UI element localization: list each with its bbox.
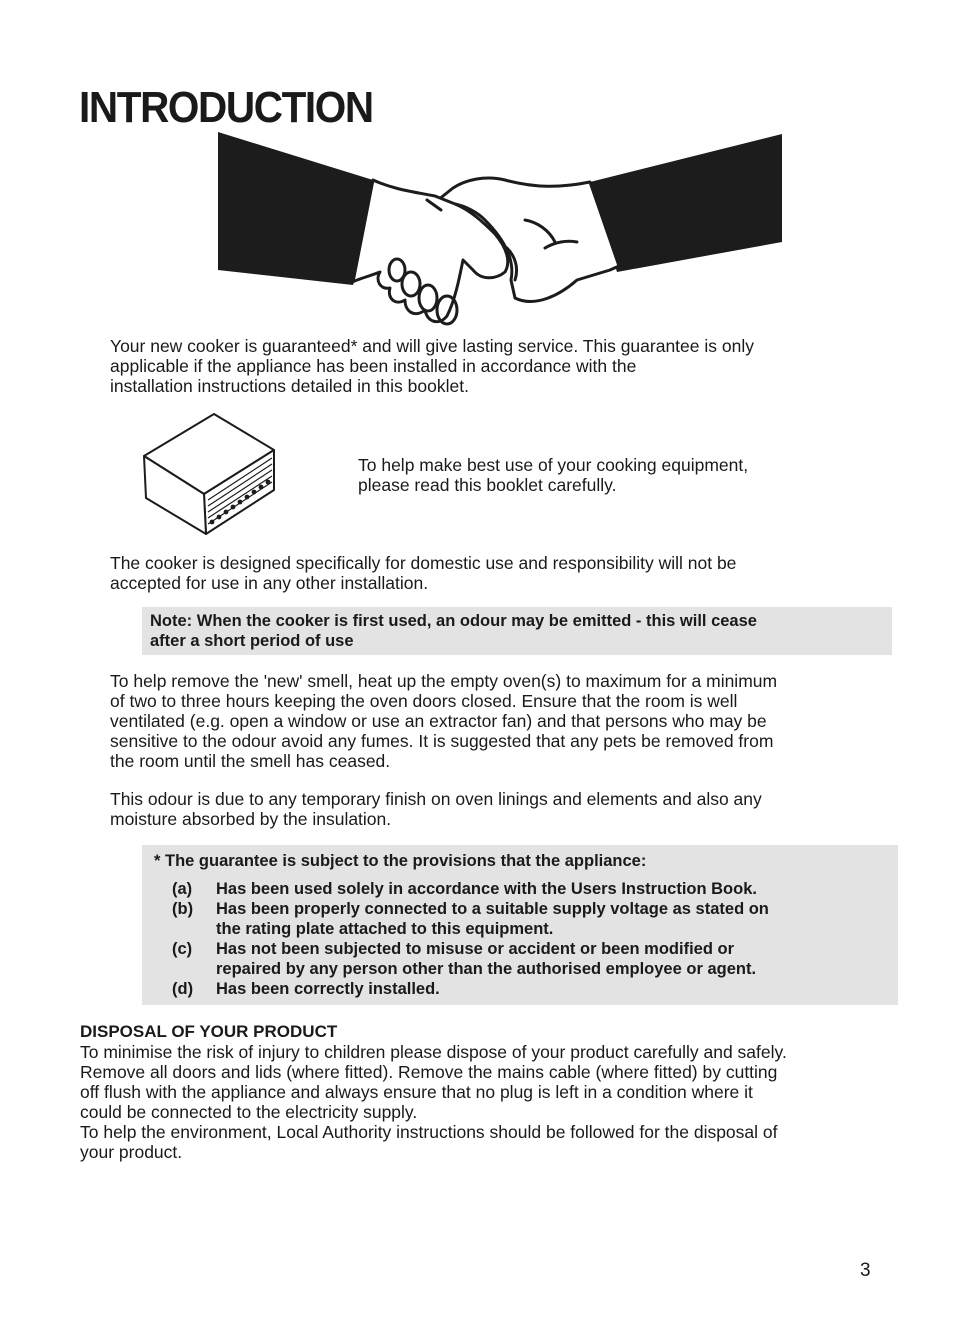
- new-smell-paragraph: To help remove the 'new' smell, heat up the empty oven(s) to maximum for a minimum of two to three hours keeping the oven doors closed. Ensure that the room is well ventilated (e.g. open a window or use an extractor fan) and that persons who may be sensitive to the odour avoid any fumes. It is suggested that any pets be removed from the room until the smell has ceased.: [110, 671, 778, 771]
- odour-note-box: Note: When the cooker is first used, an odour may be emitted - this will cease after a short period of use: [142, 607, 892, 655]
- list-item: (c) Has not been subjected to misuse or accident or been modified or repaired by any person other than the authorised employee or agent.: [172, 940, 757, 978]
- booklet-icon: [140, 410, 280, 538]
- disposal-heading: DISPOSAL OF YOUR PRODUCT: [80, 1022, 338, 1041]
- list-item: (a) Has been used solely in accordance with the Users Instruction Book.: [172, 880, 757, 898]
- disposal-section: DISPOSAL OF YOUR PRODUCT To minimise the risk of injury to children please dispose of your product carefully and safely. Remove all doors and lids (where fitted). Remove the mains cable (where fitted) by cutting off flush with the appliance and always ensure that no plug is left in a condition where it could be connected to the electricity supply. To help the environment, Local Authority instructions should be followed for the disposal of your product.: [80, 1022, 787, 1162]
- page-title: INTRODUCTION: [79, 83, 373, 132]
- guarantee-box: [142, 845, 898, 1005]
- guarantee-heading: * The guarantee is subject to the provisions that the appliance:: [154, 852, 647, 870]
- intro-paragraph: Your new cooker is guaranteed* and will give lasting service. This guarantee is only applicable if the appliance has been installed in accordance with the installation instructions detailed in this booklet.: [110, 336, 754, 396]
- booklet-note: To help make best use of your cooking equipment, please read this booklet carefully.: [358, 455, 749, 495]
- handshake-icon: [215, 130, 785, 328]
- odour-cause-paragraph: This odour is due to any temporary finish on oven linings and elements and also any moisture absorbed by the insulation.: [110, 789, 762, 829]
- page-number: 3: [860, 1260, 871, 1281]
- domestic-use-paragraph: The cooker is designed specifically for domestic use and responsibility will not be accepted for use in any other installation.: [110, 553, 737, 593]
- list-item: (d) Has been correctly installed.: [172, 980, 440, 998]
- list-item: (b) Has been properly connected to a suitable supply voltage as stated on the rating plate attached to this equipment.: [172, 900, 769, 938]
